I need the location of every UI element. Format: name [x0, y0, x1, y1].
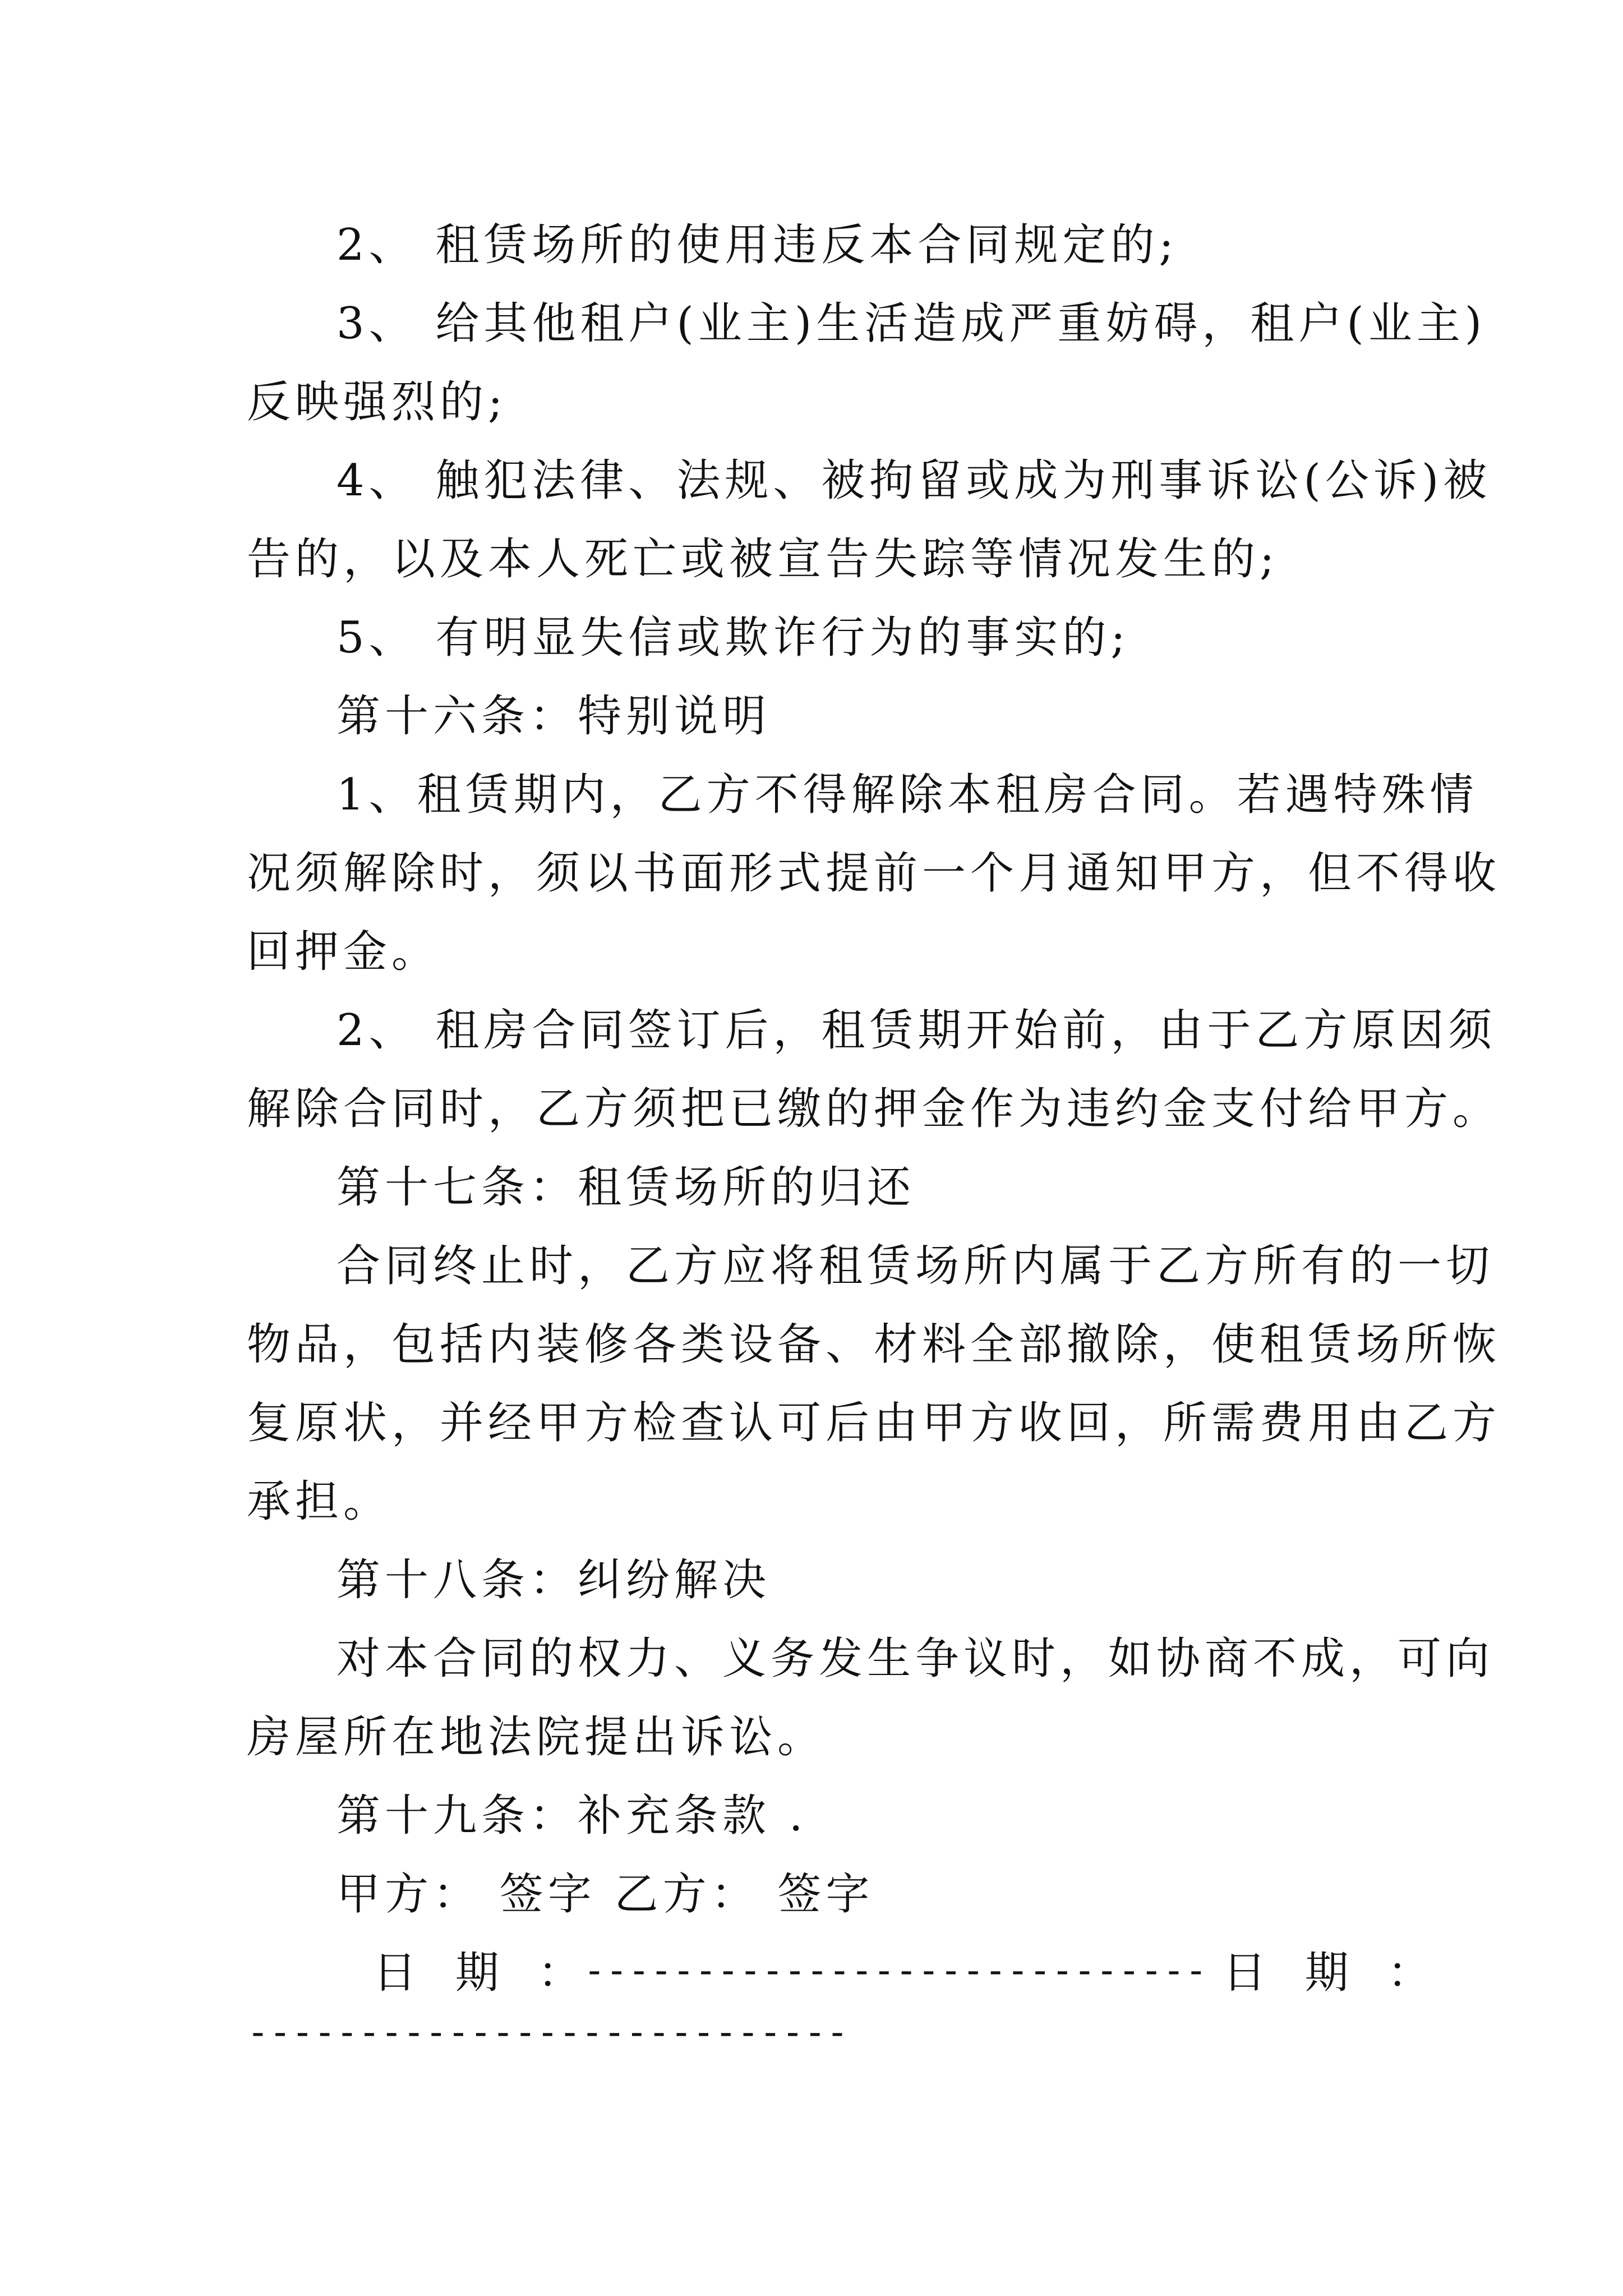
- clause-16-item-1-cont-a: 况须解除时，须以书面形式提前一个月通知甲方，但不得收: [247, 848, 1501, 899]
- signature-line: 甲方： 签字 乙方： 签字: [336, 1869, 874, 1920]
- clause-16-item-1-cont-b: 回押金。: [247, 927, 440, 977]
- clause-15-item-5: 5、 有明显失信或欺诈行为的事实的;: [336, 613, 1130, 663]
- date-label-party-a: 日 期 ：: [373, 1948, 594, 1998]
- date-blank-party-a: ----------------------------: [583, 1949, 1207, 1992]
- clause-16-item-2: 2、 租房合同签订后，租赁期开始前，由于乙方原因须: [336, 1005, 1497, 1056]
- clause-15-item-3: 3、 给其他租户(业主)生活造成严重妨碍，租户(业主): [336, 298, 1487, 349]
- clause-15-item-3-cont: 反映强烈的;: [247, 377, 508, 427]
- clause-17-text-c: 复原状，并经甲方检查认可后由甲方收回，所需费用由乙方: [247, 1398, 1501, 1448]
- clause-18-text-a: 对本合同的权力、义务发生争议时，如协商不成，可向: [336, 1634, 1495, 1684]
- clause-17-text-a: 合同终止时，乙方应将租赁场所内属于乙方所有的一切: [336, 1241, 1495, 1291]
- clause-19-heading: 第十九条：补充条款 .: [336, 1791, 808, 1841]
- clause-16-item-1: 1、租赁期内，乙方不得解除本租房合同。若遇特殊情: [336, 770, 1478, 820]
- date-label-party-b: 日 期 ：: [1223, 1948, 1444, 1998]
- clause-17-heading: 第十七条：租赁场所的归还: [336, 1162, 916, 1213]
- clause-16-item-2-cont: 解除合同时，乙方须把已缴的押金作为违约金支付给甲方。: [247, 1084, 1501, 1134]
- clause-18-text-b: 房屋所在地法院提出诉讼。: [247, 1712, 826, 1763]
- clause-18-heading: 第十八条：纠纷解决: [336, 1555, 771, 1605]
- clause-15-item-4-cont: 告的，以及本人死亡或被宣告失踪等情况发生的;: [247, 534, 1279, 585]
- clause-17-text-b: 物品，包括内装修各类设备、材料全部撤除，使租赁场所恢: [247, 1319, 1501, 1370]
- date-blank-party-b: ---------------------------: [247, 2010, 849, 2054]
- clause-15-item-2: 2、 租赁场所的使用违反本合同规定的;: [336, 220, 1178, 270]
- clause-15-item-4: 4、 触犯法律、法规、被拘留或成为刑事诉讼(公诉)被: [336, 455, 1492, 506]
- clause-16-heading: 第十六条：特别说明: [336, 691, 771, 742]
- clause-17-text-d: 承担。: [247, 1476, 392, 1527]
